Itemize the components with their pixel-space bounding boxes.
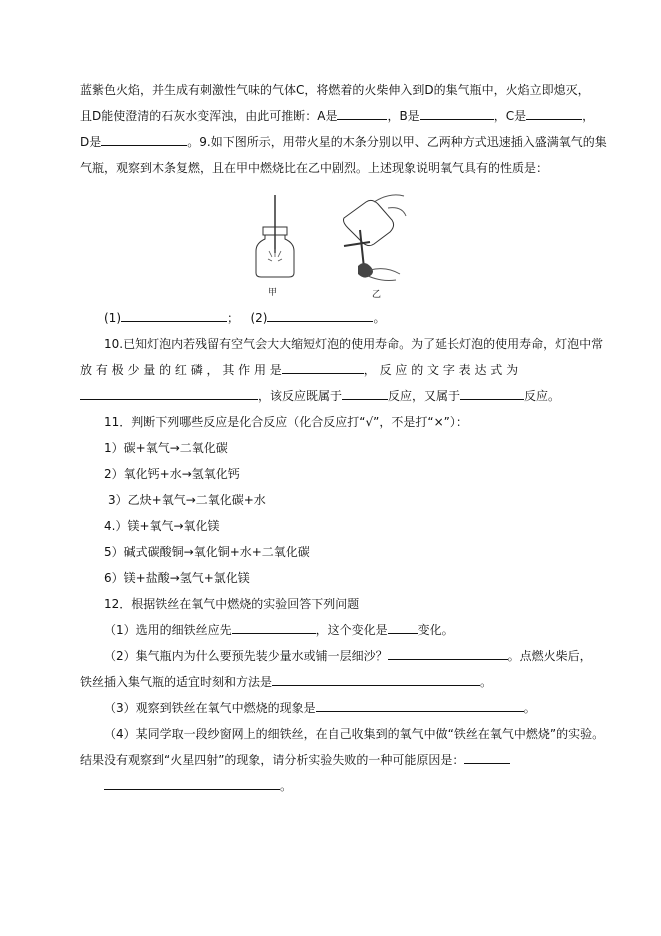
text-fragment: 。 [280,779,293,793]
answer-blank-a[interactable] [337,107,387,120]
text-fragment: 。 [480,675,493,689]
list-item: 6）镁+盐酸→氢气+氯化镁 [104,571,250,585]
answer-blank-q9-1[interactable] [121,309,227,322]
list-item: 2）氧化钙+水→氢氧化钙 [104,467,240,481]
text-fragment: 铁丝插入集气瓶的适宜时刻和方法是 [80,675,273,689]
answer-blank-q12-3[interactable] [316,699,524,712]
answer-blank-q9-2[interactable] [267,309,373,322]
answer-blank-q12-1b[interactable] [388,621,418,634]
answer-blank-q10-role[interactable] [282,361,364,374]
text-fragment: 反应，又属于 [388,389,461,403]
text-line: 蓝紫色火焰，并生成有刺激性气味的气体C，将燃着的火柴伸入到D的集气瓶中，火焰立即熄灭， [80,83,590,97]
text-fragment: ， 反 应 的 文 字 表 达 式 为 [363,363,519,377]
list-item: 3）乙炔+氧气→二氧化碳+水 [108,493,266,507]
text-line [104,777,292,795]
text-line [80,387,560,405]
text-fragment: ，C是 [493,109,527,123]
text-fragment: ，该反应既属于 [258,389,343,403]
answer-blank-q12-4[interactable] [464,751,510,764]
text-line [104,309,385,327]
text-fragment: ， [582,109,595,123]
text-fragment: ，B是 [387,109,420,123]
text-line [80,107,594,125]
answer-blank-d[interactable] [101,133,187,146]
text-fragment: D是 [80,135,102,149]
text-line [104,699,536,717]
answer-blank-c[interactable] [526,107,582,120]
text-line [80,133,607,151]
text-fragment: 且D能使澄清的石灰水变浑浊，由此可推断：A是 [80,109,338,123]
text-fragment: 。点燃火柴后， [507,649,592,663]
list-item: 5）碱式碳酸铜→氧化铜+水+二氧化碳 [104,545,310,559]
text-line [80,361,518,379]
text-fragment: 。9.如下图所示，用带火星的木条分别以甲、乙两种方式迅速插入盛满氧气的集 [187,135,607,149]
list-item: 4.）镁+氧气→氧化镁 [104,519,220,533]
text-line [80,673,492,691]
answer-blank-q12-1[interactable] [232,621,316,634]
text-fragment: (1) [104,311,121,325]
answer-blank-q10-equation[interactable] [80,387,258,400]
question-title: 12．根据铁丝在氧气中燃烧的实验回答下列问题 [104,597,360,611]
jar-yi-illustration [330,190,410,285]
text-fragment: 。 [373,311,386,325]
answer-blank-q10-type1[interactable] [342,387,388,400]
text-fragment: 变化。 [417,623,454,637]
text-fragment: ； [227,311,240,325]
text-fragment: （2）集气瓶内为什么要预先装少量水或铺一层细沙？ [104,649,388,663]
text-fragment: 。 [523,701,536,715]
text-line: 气瓶，观察到木条复燃，且在甲中燃烧比在乙中剧烈。上述现象说明氧气具有的性质是： [80,161,549,175]
list-item: 1）碳+氧气→二氧化碳 [104,441,228,455]
text-fragment: （1）选用的细铁丝应先 [104,623,232,637]
text-line [104,647,592,665]
text-fragment: (2) [250,311,268,325]
text-line: （4）某同学取一段纱窗网上的细铁丝，在自己收集到的氧气中做“铁丝在氧气中燃烧”的实验。 [104,727,605,741]
text-fragment: 结果没有观察到“火星四射”的现象，请分析实验失败的一种可能原因是： [80,753,465,767]
question-title: 11．判断下列哪些反应是化合反应（化合反应打“√”，不是打“×”）： [104,415,468,429]
answer-blank-b[interactable] [420,107,494,120]
text-fragment: ，这个变化是 [315,623,388,637]
answer-blank-q12-2[interactable] [388,647,508,660]
text-fragment: 放 有 极 少 量 的 红 磷 ， 其 作 用 是 [80,363,282,377]
answer-blank-q12-2b[interactable] [272,673,480,686]
jar-jia-illustration [252,193,298,283]
text-line [80,751,510,769]
text-line [104,621,454,639]
text-line: 10.已知灯泡内若残留有空气会大大缩短灯泡的使用寿命。为了延长灯泡的使用寿命，灯泡中常 [104,337,604,351]
figure-label-jia: 甲 [268,288,278,298]
answer-blank-q12-4b[interactable] [104,777,280,790]
text-fragment: 反应。 [524,389,561,403]
text-fragment: （3）观察到铁丝在氧气中燃烧的现象是 [104,701,316,715]
answer-blank-q10-type2[interactable] [460,387,524,400]
figure-label-yi: 乙 [372,290,382,300]
